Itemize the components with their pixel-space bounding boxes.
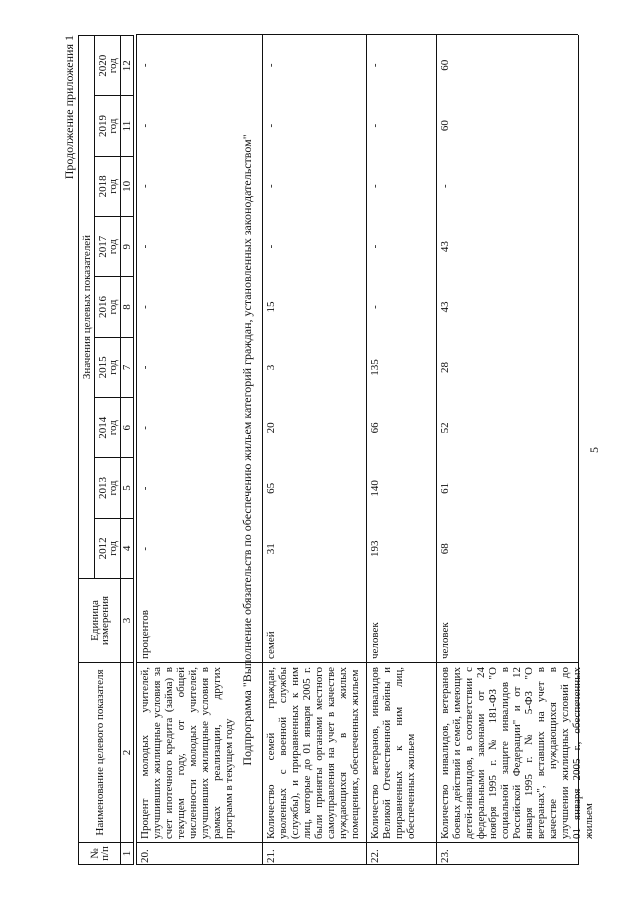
indicator-value: - — [139, 244, 151, 249]
continuation-label: Продолжение приложения 1 — [62, 35, 76, 180]
column-number: 11 — [121, 96, 134, 156]
header-year-word: год — [106, 540, 119, 556]
indicator-value: 15 — [265, 301, 277, 313]
indicator-value: 65 — [265, 482, 277, 494]
indicator-value: - — [139, 426, 151, 430]
header-year-word: год — [106, 359, 119, 375]
header-year-value: 2019 — [96, 115, 109, 138]
indicator-value: 3 — [265, 364, 277, 371]
rotated-page — [62, 35, 602, 865]
header-year-word: год — [106, 480, 119, 496]
indicator-value: 60 — [439, 59, 451, 71]
indicator-name: Процент молодых учителей, улучшивших жилищные условия за счет ипотечного кредита (займа) в текущем году, от общей численности молодых учителей, улучшивших жилищные условия в рамках реализации, других программ в текущем году — [139, 667, 235, 839]
row-rule — [366, 35, 367, 865]
table-bottom-rule — [578, 35, 579, 865]
indicator-value: - — [139, 63, 151, 68]
column-rule — [136, 662, 578, 663]
indicator-value: - — [439, 184, 451, 188]
unit-value: человек — [369, 622, 381, 659]
indicator-value: 193 — [369, 540, 381, 558]
indicator-value: 20 — [265, 422, 277, 434]
indicator-value: - — [139, 123, 151, 128]
header-year-value: 2012 — [96, 537, 109, 560]
header-year-value: 2020 — [96, 54, 109, 77]
indicator-value: - — [369, 184, 381, 188]
indicator-value: 66 — [369, 422, 381, 434]
indicator-value: - — [369, 63, 381, 68]
indicator-value: - — [139, 546, 151, 551]
indicator-value: 135 — [369, 359, 381, 376]
column-number: 4 — [121, 518, 134, 578]
header-number: № п/п — [79, 843, 121, 865]
unit-value: семей — [265, 631, 277, 659]
indicator-value: - — [139, 486, 151, 491]
column-number: 8 — [121, 277, 134, 337]
page-number: 5 — [587, 447, 601, 453]
row-number: 20. — [139, 849, 151, 863]
row-number: 22. — [369, 849, 381, 863]
header-year-word: год — [106, 239, 119, 255]
header-indicator-name: Наименование целевого показателя — [79, 663, 121, 843]
header-year-value: 2014 — [96, 416, 109, 439]
column-rule — [136, 842, 578, 843]
subprogram-heading: Подпрограмма "Выполнение обязательств по обеспечению жильем категорий граждан, установленных законодательством" — [240, 134, 254, 766]
indicator-value: 61 — [439, 482, 451, 494]
unit-value: человек — [439, 622, 451, 659]
header-year-value: 2015 — [96, 356, 109, 379]
indicator-value: - — [369, 123, 381, 128]
header-year-word: год — [106, 178, 119, 194]
indicator-value: 28 — [439, 361, 451, 373]
indicator-value: - — [265, 63, 277, 68]
indicator-value: - — [369, 244, 381, 249]
column-number: 5 — [121, 458, 134, 518]
column-number: 3 — [121, 579, 134, 663]
indicator-value: 68 — [439, 543, 451, 555]
column-number: 2 — [121, 663, 134, 843]
indicator-name: Количество ветеранов, инвалидов Великой Отечественной войны и приравненных к ним лиц, обеспеченных жильем — [369, 667, 417, 839]
header-year-word: год — [106, 299, 119, 315]
indicator-value: - — [369, 305, 381, 309]
row-number: 23. — [439, 849, 451, 863]
column-number: 10 — [121, 156, 134, 216]
header-values-group: Значения целевых показателей — [79, 36, 95, 579]
unit-value: процентов — [139, 610, 151, 659]
header-year-value: 2016 — [96, 296, 109, 319]
indicator-value: 60 — [439, 120, 451, 132]
header-year-word: год — [106, 420, 119, 436]
indicator-value: 140 — [369, 480, 381, 497]
header-unit: Единица измерения — [79, 579, 121, 663]
indicator-value: - — [265, 184, 277, 188]
indicator-value: - — [139, 184, 151, 188]
column-number: 7 — [121, 337, 134, 397]
row-rule — [136, 35, 137, 865]
column-rule — [136, 34, 578, 35]
header-year-word: год — [106, 58, 119, 74]
indicator-value: - — [265, 244, 277, 249]
row-rule — [436, 35, 437, 865]
header-year-value: 2018 — [96, 175, 109, 198]
row-rule — [262, 35, 263, 865]
column-rule — [136, 864, 578, 865]
indicator-value: 43 — [439, 241, 451, 253]
column-number: 6 — [121, 398, 134, 458]
column-number: 1 — [121, 843, 134, 865]
indicator-value: - — [139, 305, 151, 309]
header-year-value: 2017 — [96, 235, 109, 258]
column-number: 9 — [121, 217, 134, 277]
indicator-name: Количество семей граждан, уволенных с военной службы (службы), и приравненных к ним лиц, которые до 01 января 2005 г. были приняты органами местного самоуправления на учет в качестве нуждающихся в жилых помещениях, обеспеченных жильем — [265, 667, 361, 839]
row-number: 21. — [265, 849, 277, 863]
indicator-value: 43 — [439, 301, 451, 313]
indicator-value: 31 — [265, 543, 277, 555]
indicator-value: - — [139, 365, 151, 370]
header-year-value: 2013 — [96, 477, 109, 500]
indicator-value: - — [265, 123, 277, 128]
indicator-value: 52 — [439, 422, 451, 434]
table-body — [78, 35, 595, 865]
column-number: 12 — [121, 36, 134, 96]
header-year-word: год — [106, 118, 119, 134]
indicator-name: Количество инвалидов, ветеранов боевых действий и семей, имеющих детей-инвалидов, в соответствии с федеральными законами от 24 ноября 1995 г. № 181-ФЗ "О социальной защите инвалидов в Российской Федерации" и от 12 января 1995 г. № 5-ФЗ "О ветеранах", вставших на учет в качестве нуждающихся в улучшении жилищных условий до 01 января 2005 г., обеспеченных жильем — [439, 667, 595, 839]
